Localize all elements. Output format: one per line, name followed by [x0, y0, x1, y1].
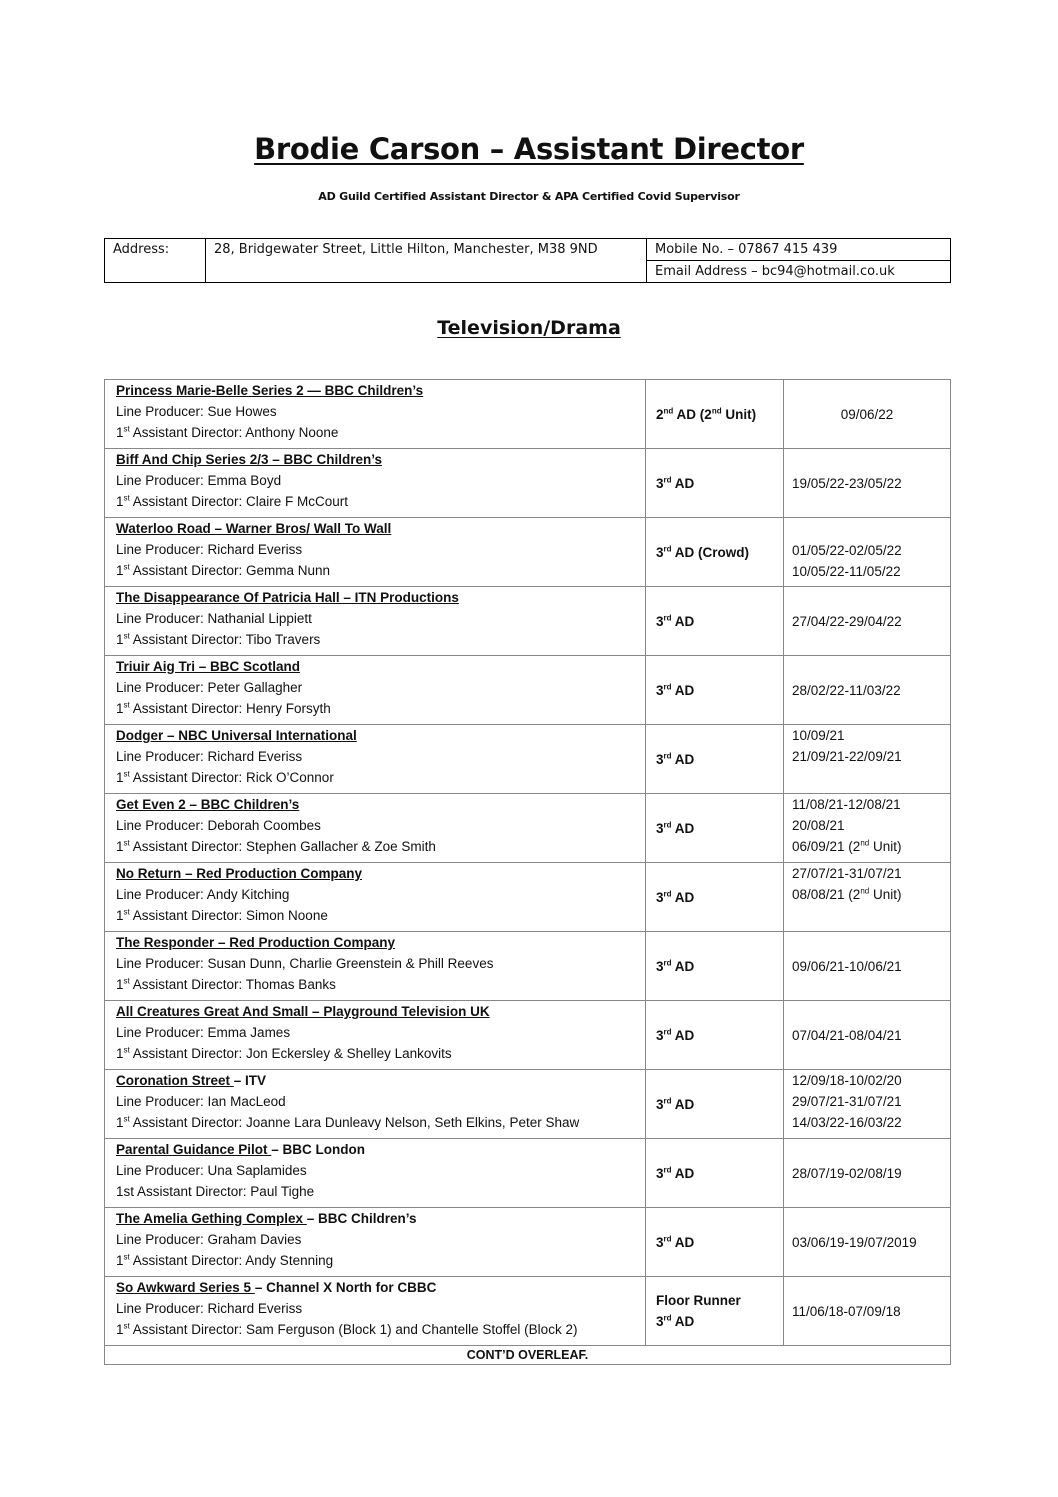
role-text: AD	[671, 475, 695, 491]
credit-dates	[784, 794, 951, 863]
role-line	[656, 545, 773, 560]
production-title-underlined: Parental Guidance Pilot	[116, 1142, 272, 1157]
first-ad-ordinal-suffix: st	[123, 1252, 130, 1262]
credit-dates	[784, 725, 951, 794]
first-ad-ordinal-suffix: st	[123, 631, 130, 641]
first-ad-ordinal: 1	[116, 425, 124, 440]
first-ad-name: Assistant Director: Thomas Banks	[129, 977, 336, 992]
line-producer: Line Producer: Nathanial Lippiett	[116, 611, 312, 626]
credit-info	[105, 1208, 646, 1277]
production-title-rest: – BBC Children’s	[306, 1211, 417, 1226]
date-range: 10/09/21	[792, 728, 845, 743]
credit-info	[105, 1277, 646, 1346]
credit-role	[646, 449, 784, 518]
first-assistant-director	[116, 422, 634, 443]
first-assistant-director	[116, 1112, 634, 1133]
role-line	[656, 476, 773, 491]
role-text: AD	[671, 1314, 695, 1329]
role-unit-text: Unit)	[721, 406, 757, 422]
date-range: 11/08/21-12/08/21	[792, 797, 901, 812]
role-ordinal-suffix: rd	[663, 544, 672, 553]
date-range: 19/05/22-23/05/22	[792, 475, 902, 491]
first-ad-name: Assistant Director: Tibo Travers	[129, 632, 321, 647]
first-ad-ordinal-suffix: st	[123, 907, 130, 917]
credit-role	[646, 1208, 784, 1277]
first-assistant-director	[116, 767, 634, 788]
production-title-underlined: All Creatures Great And Small – Playground Television UK	[116, 1004, 490, 1019]
first-assistant-director	[116, 1181, 634, 1202]
production-title	[116, 449, 634, 470]
role-ordinal-suffix: rd	[663, 613, 672, 622]
credit-info	[105, 380, 646, 449]
production-title	[116, 1277, 634, 1298]
first-ad-ordinal-suffix: st	[123, 700, 130, 710]
date-range: 01/05/22-02/05/22	[792, 543, 902, 558]
role-ordinal-suffix: rd	[663, 820, 672, 829]
role-ordinal: 3	[656, 544, 664, 560]
first-ad-name: Assistant Director: Gemma Nunn	[129, 563, 331, 578]
first-ad-name: Assistant Director: Sam Ferguson (Block 1) and Chantelle Stoffel (Block 2)	[129, 1322, 578, 1337]
line-producer: Line Producer: Deborah Coombes	[116, 818, 321, 833]
role-line	[656, 1166, 773, 1181]
role-ordinal: 3	[656, 475, 664, 491]
role-text: AD	[671, 958, 695, 974]
line-producer: Line Producer: Richard Everiss	[116, 1301, 303, 1316]
first-ad-ordinal: 1	[116, 977, 124, 992]
first-ad-ordinal-suffix: st	[123, 976, 130, 986]
role-line	[656, 1028, 773, 1043]
line-producer: Line Producer: Graham Davies	[116, 1232, 302, 1247]
credit-row	[105, 1070, 951, 1139]
production-title-underlined: Triuir Aig Tri – BBC Scotland	[116, 659, 301, 674]
first-ad-name: Assistant Director: Claire F McCourt	[129, 494, 349, 509]
role-line: Floor Runner	[656, 1293, 741, 1308]
date-range: 20/08/21	[792, 818, 845, 833]
first-ad-ordinal: 1	[116, 701, 124, 716]
credit-row	[105, 1208, 951, 1277]
page-subtitle: AD Guild Certified Assistant Director & APA Certified Covid Supervisor	[318, 190, 740, 203]
role-ordinal: 3	[656, 682, 664, 698]
line-producer: Line Producer: Emma Boyd	[116, 473, 282, 488]
credit-role	[646, 725, 784, 794]
date-range: 11/06/18-07/09/18	[792, 1303, 901, 1319]
first-assistant-director	[116, 1319, 634, 1340]
role-ordinal-suffix: rd	[663, 1027, 672, 1036]
production-title-underlined: Biff And Chip Series 2/3 – BBC Children’s	[116, 452, 383, 467]
first-ad-ordinal: 1st	[116, 1184, 135, 1199]
line-producer: Line Producer: Ian MacLeod	[116, 1094, 286, 1109]
address-label: Address:	[105, 239, 206, 283]
first-ad-ordinal-suffix: st	[123, 493, 130, 503]
production-title	[116, 1208, 634, 1229]
credit-row	[105, 863, 951, 932]
production-title-rest: – Channel X North for CBBC	[254, 1280, 437, 1295]
role-ordinal-suffix: rd	[663, 1165, 672, 1174]
line-producer: Line Producer: Peter Gallagher	[116, 680, 303, 695]
production-title-underlined: The Disappearance Of Patricia Hall – ITN Productions	[116, 590, 459, 605]
role-ordinal: 3	[656, 1027, 664, 1043]
role-ordinal-suffix: rd	[663, 1313, 672, 1323]
credit-row	[105, 932, 951, 1001]
role-ordinal: 3	[656, 1314, 664, 1329]
role-ordinal: 3	[656, 613, 664, 629]
first-ad-ordinal: 1	[116, 632, 124, 647]
first-ad-ordinal: 1	[116, 908, 124, 923]
credit-row	[105, 794, 951, 863]
role-line	[656, 683, 773, 698]
first-assistant-director	[116, 974, 634, 995]
credit-row	[105, 518, 951, 587]
date-range: 28/02/22-11/03/22	[792, 682, 901, 698]
production-title-underlined: The Amelia Gething Complex	[116, 1211, 307, 1226]
role-text: AD	[671, 1027, 695, 1043]
credit-dates	[784, 1001, 951, 1070]
credit-info	[105, 449, 646, 518]
first-ad-ordinal: 1	[116, 1253, 124, 1268]
first-ad-ordinal: 1	[116, 839, 124, 854]
role-ordinal: 3	[656, 820, 664, 836]
production-title	[116, 725, 634, 746]
role-text: AD	[671, 682, 695, 698]
role-line	[656, 407, 773, 422]
credit-info	[105, 1070, 646, 1139]
credit-info	[105, 725, 646, 794]
credit-info	[105, 1139, 646, 1208]
production-title-underlined: No Return – Red Production Company	[116, 866, 363, 881]
first-ad-ordinal-suffix: st	[123, 1045, 130, 1055]
first-ad-name: Assistant Director: Paul Tighe	[134, 1184, 315, 1199]
first-ad-ordinal-suffix: st	[123, 424, 130, 434]
first-ad-name: Assistant Director: Anthony Noone	[129, 425, 339, 440]
line-producer: Line Producer: Andy Kitching	[116, 887, 290, 902]
date-range: 07/04/21-08/04/21	[792, 1027, 902, 1043]
production-title-underlined: Dodger – NBC Universal International	[116, 728, 357, 743]
first-ad-name: Assistant Director: Jon Eckersley & Shelley Lankovits	[129, 1046, 452, 1061]
line-producer: Line Producer: Richard Everiss	[116, 542, 303, 557]
role-ordinal-suffix: rd	[663, 475, 672, 484]
role-ordinal: 3	[656, 751, 664, 767]
line-producer: Line Producer: Sue Howes	[116, 404, 277, 419]
credit-info	[105, 1001, 646, 1070]
email-address: Email Address – bc94@hotmail.co.uk	[647, 261, 951, 283]
role-line	[656, 1235, 773, 1250]
role-ordinal-suffix: rd	[663, 682, 672, 691]
first-ad-ordinal: 1	[116, 1046, 124, 1061]
address-value: 28, Bridgewater Street, Little Hilton, Manchester, M38 9ND	[206, 239, 647, 283]
role-ordinal-suffix: rd	[663, 751, 672, 760]
line-producer: Line Producer: Una Saplamides	[116, 1163, 307, 1178]
role-ordinal-suffix: rd	[663, 958, 672, 967]
role-line	[656, 959, 773, 974]
production-title-underlined: So Awkward Series 5	[116, 1280, 255, 1295]
role-text: AD (2	[673, 406, 712, 422]
role-text: AD	[671, 820, 695, 836]
line-producer: Line Producer: Emma James	[116, 1025, 291, 1040]
credit-info	[105, 794, 646, 863]
credit-role	[646, 932, 784, 1001]
credit-row	[105, 1277, 951, 1346]
date-range: 14/03/22-16/03/22	[792, 1115, 902, 1130]
role-ordinal: 3	[656, 889, 664, 905]
role-text: AD	[671, 751, 695, 767]
first-assistant-director	[116, 491, 634, 512]
credit-row	[105, 587, 951, 656]
role-ordinal-suffix: rd	[663, 1096, 672, 1105]
credit-dates	[784, 656, 951, 725]
continued-note: CONT’D OVERLEAF.	[105, 1346, 951, 1365]
credit-row	[105, 449, 951, 518]
role-line	[656, 614, 773, 629]
credit-role	[646, 587, 784, 656]
credit-dates	[784, 1139, 951, 1208]
date-range: 12/09/18-10/02/20	[792, 1073, 902, 1088]
credit-dates	[784, 380, 951, 449]
role-line	[656, 1097, 773, 1112]
first-ad-ordinal: 1	[116, 770, 124, 785]
credit-row	[105, 1001, 951, 1070]
credit-row	[105, 1139, 951, 1208]
role-text: AD	[671, 1234, 695, 1250]
credit-info	[105, 932, 646, 1001]
first-ad-ordinal: 1	[116, 1322, 124, 1337]
credit-dates	[784, 1070, 951, 1139]
credit-dates	[784, 587, 951, 656]
date-range: 03/06/19-19/07/2019	[792, 1234, 917, 1250]
production-title	[116, 1139, 634, 1160]
first-assistant-director	[116, 560, 634, 581]
production-title	[116, 656, 634, 677]
first-ad-ordinal-suffix: st	[123, 769, 130, 779]
credit-role	[646, 380, 784, 449]
production-title	[116, 932, 634, 953]
credit-dates	[784, 932, 951, 1001]
first-ad-ordinal: 1	[116, 494, 124, 509]
date-range: 06/09/21 (2nd Unit)	[792, 838, 902, 854]
first-ad-name: Assistant Director: Joanne Lara Dunleavy Nelson, Seth Elkins, Peter Shaw	[129, 1115, 580, 1130]
production-title-underlined: Waterloo Road – Warner Bros/ Wall To Wall	[116, 521, 392, 536]
production-title-underlined: The Responder – Red Production Company	[116, 935, 396, 950]
date-range: 28/07/19-02/08/19	[792, 1165, 902, 1181]
credit-role	[646, 794, 784, 863]
production-title	[116, 587, 634, 608]
date-range: 21/09/21-22/09/21	[792, 749, 902, 764]
role-ordinal: 3	[656, 958, 664, 974]
role-text: AD	[671, 1165, 695, 1181]
production-title-underlined: Princess Marie-Belle Series 2 — BBC Children’s	[116, 383, 424, 398]
first-ad-ordinal-suffix: st	[123, 1114, 130, 1124]
role-text: AD (Crowd)	[671, 544, 750, 560]
production-title-underlined: Coronation Street	[116, 1073, 234, 1088]
credits-table	[104, 379, 951, 1365]
date-range: 27/07/21-31/07/21	[792, 866, 902, 881]
date-range: 09/06/22	[840, 406, 894, 422]
role-ordinal-suffix: rd	[663, 1234, 672, 1243]
credit-info	[105, 518, 646, 587]
credit-role	[646, 1139, 784, 1208]
production-title	[116, 1070, 634, 1091]
date-range: 09/06/21-10/06/21	[792, 958, 902, 974]
credit-role	[646, 1001, 784, 1070]
first-ad-name: Assistant Director: Stephen Gallacher & Zoe Smith	[129, 839, 436, 854]
date-range: 08/08/21 (2nd Unit)	[792, 886, 902, 902]
credit-row	[105, 656, 951, 725]
credit-role	[646, 1070, 784, 1139]
credit-row	[105, 725, 951, 794]
date-range: 10/05/22-11/05/22	[792, 564, 901, 579]
production-title	[116, 863, 634, 884]
first-ad-ordinal-suffix: st	[123, 838, 130, 848]
contact-table	[104, 238, 951, 283]
first-assistant-director	[116, 1250, 634, 1271]
role-ordinal-suffix: rd	[663, 889, 672, 898]
first-ad-ordinal-suffix: st	[123, 562, 130, 572]
role-line	[656, 752, 773, 767]
role-text: AD	[671, 1096, 695, 1112]
role-ordinal: 3	[656, 1096, 664, 1112]
first-assistant-director	[116, 698, 634, 719]
credit-info	[105, 656, 646, 725]
production-title	[116, 380, 634, 401]
role-text: AD	[671, 613, 695, 629]
credit-dates	[784, 449, 951, 518]
date-range: 29/07/21-31/07/21	[792, 1094, 902, 1109]
credit-role	[646, 656, 784, 725]
first-assistant-director	[116, 836, 634, 857]
credit-row	[105, 380, 951, 449]
role-line	[656, 1311, 773, 1332]
credit-dates	[784, 518, 951, 587]
credit-dates	[784, 1208, 951, 1277]
section-heading: Television/Drama	[437, 317, 621, 339]
credit-info	[105, 587, 646, 656]
credit-role	[646, 863, 784, 932]
credit-dates	[784, 863, 951, 932]
credit-role	[646, 1277, 784, 1346]
first-ad-name: Assistant Director: Henry Forsyth	[129, 701, 331, 716]
role-line	[656, 821, 773, 836]
role-ordinal: 2	[656, 406, 664, 422]
role-unit-suffix: nd	[711, 406, 722, 415]
mobile-number: Mobile No. – 07867 415 439	[647, 239, 951, 261]
role-text: AD	[671, 889, 695, 905]
role-line	[656, 890, 773, 905]
first-assistant-director	[116, 905, 634, 926]
date-range: 27/04/22-29/04/22	[792, 613, 902, 629]
first-ad-ordinal: 1	[116, 563, 124, 578]
first-assistant-director	[116, 1043, 634, 1064]
line-producer: Line Producer: Susan Dunn, Charlie Greenstein & Phill Reeves	[116, 956, 494, 971]
first-ad-name: Assistant Director: Andy Stenning	[129, 1253, 334, 1268]
production-title-rest: – BBC London	[271, 1142, 366, 1157]
first-ad-name: Assistant Director: Simon Noone	[129, 908, 328, 923]
production-title	[116, 794, 634, 815]
role-ordinal: 3	[656, 1165, 664, 1181]
first-ad-name: Assistant Director: Rick O’Connor	[129, 770, 334, 785]
production-title	[116, 518, 634, 539]
first-ad-ordinal-suffix: st	[123, 1321, 130, 1331]
first-ad-ordinal: 1	[116, 1115, 124, 1130]
role-ordinal: 3	[656, 1234, 664, 1250]
production-title-underlined: Get Even 2 – BBC Children’s	[116, 797, 300, 812]
production-title	[116, 1001, 634, 1022]
first-assistant-director	[116, 629, 634, 650]
production-title-rest: – ITV	[233, 1073, 267, 1088]
credit-info	[105, 863, 646, 932]
line-producer: Line Producer: Richard Everiss	[116, 749, 303, 764]
credit-dates	[784, 1277, 951, 1346]
credit-role	[646, 518, 784, 587]
role-ordinal-suffix: nd	[663, 406, 674, 415]
page-title: Brodie Carson – Assistant Director	[254, 132, 804, 166]
